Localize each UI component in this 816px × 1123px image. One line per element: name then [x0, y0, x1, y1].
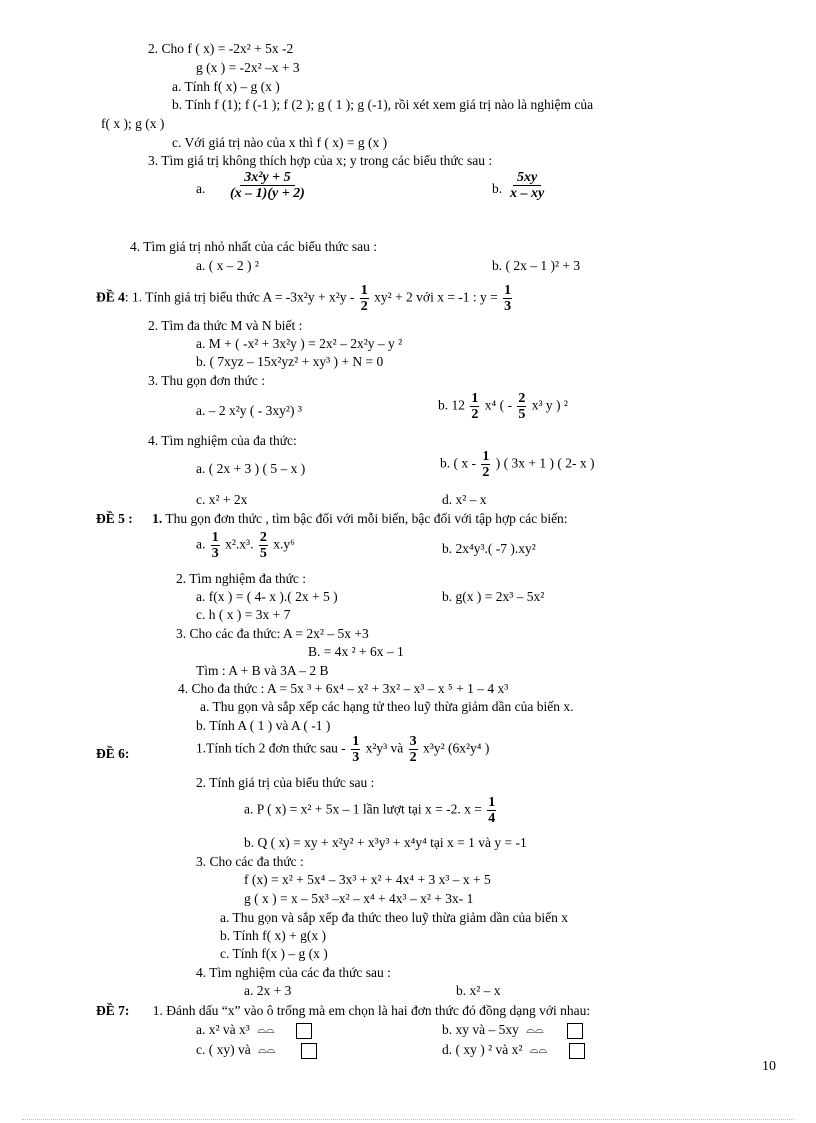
fraction-numerator: 1: [360, 283, 368, 298]
de6-q1: [196, 734, 489, 765]
de4-q3b-text: b. 12: [438, 397, 465, 413]
de6-q1-text-post: x³y² (6x²y⁴ ): [423, 740, 490, 756]
de6-q2: 2. Tính giá trị của biểu thức sau :: [196, 775, 375, 790]
fraction-numerator: 2: [518, 391, 526, 406]
checkbox-c[interactable]: [301, 1043, 317, 1059]
checkbox-a[interactable]: [296, 1023, 312, 1039]
fraction-denominator: 3: [352, 750, 360, 765]
de5-q1-number: 1.: [152, 511, 163, 526]
s1-q3: 3. Tìm giá trị không thích hợp của x; y trong các biểu thức sau :: [148, 153, 493, 168]
fraction-numerator: 1: [352, 734, 360, 749]
de6-q3a: a. Thu gọn và sắp xếp đa thức theo luỹ thừa giảm dần của biến x: [220, 910, 569, 925]
fraction-numerator: 1: [211, 530, 219, 545]
de7-option-a: [196, 1021, 312, 1039]
de6-q4a: a. 2x + 3: [244, 983, 292, 998]
de7-option-d: [442, 1041, 585, 1059]
fraction-denominator: 4: [488, 811, 496, 826]
fraction-numerator: 3x²y + 5: [240, 170, 294, 186]
fraction-denominator: 5: [259, 546, 267, 561]
de4-q1-text: : 1. Tính giá trị biểu thức A = -3x²y + x²y -: [124, 289, 355, 305]
de5-q3: 3. Cho các đa thức: A = 2x² – 5x +3: [176, 626, 369, 641]
de7-option-a-label: a. x² và x³: [196, 1022, 250, 1037]
de6-q1-text: 1.Tính tích 2 đơn thức sau -: [196, 740, 346, 756]
de6-q3b: b. Tính f( x) + g(x ): [220, 928, 326, 943]
s1-q2b-cont: f( x ); g (x ): [101, 116, 165, 131]
de4-q1-text-mid: xy² + 2 với x = -1 : y =: [374, 289, 498, 305]
s1-q2c: c. Với giá trị nào của x thì f ( x) = g (x ): [172, 135, 388, 150]
s1-q3a-fraction: [224, 170, 311, 201]
de6-q4b: b. x² – x: [456, 983, 501, 998]
de7-q1: [96, 1002, 590, 1019]
de4-q4b-text: b. ( x -: [440, 455, 476, 471]
s1-q3a-label: a.: [196, 181, 206, 196]
fraction-numerator: 3: [409, 734, 417, 749]
de5-q2: 2. Tìm nghiệm đa thức :: [176, 571, 307, 586]
s1-q3b-label: b.: [492, 181, 503, 196]
de4-q4b-text-post: ) ( 3x + 1 ) ( 2- x ): [495, 455, 595, 471]
de5-q4: 4. Cho đa thức : A = 5x ³ + 6x⁴ – x² + 3x² – x³ – x ⁵ + 1 – 4 x³: [178, 681, 509, 696]
wingding-glyph-icon: ⌓⌓: [257, 1024, 275, 1037]
fraction-denominator: 2: [360, 299, 368, 314]
de4-q3b: [438, 391, 568, 422]
fraction-denominator: x – xy: [510, 186, 545, 201]
de5-q1a: [196, 530, 295, 561]
fraction-denominator: 3: [504, 299, 512, 314]
de5-q1b: b. 2x⁴y³.( -7 ).xy²: [442, 541, 536, 556]
de5-q1-text: Thu gọn đơn thức , tìm bậc đối với mỗi biến, bậc đối với tập hợp các biến:: [165, 511, 568, 526]
de4-label: ĐỀ 4: [96, 289, 125, 305]
de7-label: ĐỀ 7:: [96, 1003, 130, 1018]
de7-option-b-label: b. xy và – 5xy: [442, 1022, 519, 1037]
de7-option-c: [196, 1041, 317, 1059]
de4-q2a: a. M + ( -x² + 3x²y ) = 2x² – 2x²y – y ²: [196, 336, 403, 351]
wingding-glyph-icon: ⌓⌓: [529, 1044, 548, 1057]
de7-q1-text: 1. Đánh dấu “x” vào ô trống mà em chọn là hai đơn thức đó đồng dạng với nhau:: [152, 1003, 591, 1018]
de5-q2c: c. h ( x ) = 3x + 7: [196, 607, 291, 622]
de4-q4c: c. x² + 2x: [196, 492, 248, 507]
de6-q4: 4. Tìm nghiệm của các đa thức sau :: [196, 965, 391, 980]
de5-q1a-text-mid: x².x³.: [225, 536, 254, 552]
de7-option-c-label: c. ( xy) và: [196, 1042, 251, 1057]
s1-q4a: a. ( x – 2 ) ²: [196, 258, 259, 273]
de5-q1a-text: a.: [196, 536, 206, 552]
page-number: 10: [762, 1059, 776, 1074]
s1-q4: 4. Tìm giá trị nhỏ nhất của các biểu thức sau :: [130, 239, 377, 254]
de5-q1: [96, 510, 568, 527]
checkbox-b[interactable]: [567, 1023, 583, 1039]
de6-q1-text-mid: x²y³ và: [365, 740, 404, 756]
de5-q2b: b. g(x ) = 2x³ – 5x²: [442, 589, 545, 604]
de5-q1a-text-post: x.y⁶: [273, 536, 295, 552]
de6-q3-f: f (x) = x² + 5x⁴ – 3x³ + x² + 4x⁴ + 3 x³ – x + 5: [244, 872, 491, 887]
de5-q3-find: Tìm : A + B và 3A – 2 B: [196, 663, 329, 678]
fraction-denominator: (x – 1)(y + 2): [230, 186, 305, 201]
fraction-numerator: 5xy: [513, 170, 541, 186]
fraction-numerator: 2: [259, 530, 267, 545]
de4-q3b-text-mid: x⁴ ( -: [484, 397, 512, 413]
fraction-numerator: 1: [471, 391, 479, 406]
fraction-numerator: 1: [482, 449, 490, 464]
de6-q3c: c. Tính f(x ) – g (x ): [220, 946, 328, 961]
fraction-denominator: 2: [409, 750, 417, 765]
checkbox-d[interactable]: [569, 1043, 585, 1059]
de7-option-b: [442, 1021, 583, 1039]
de6-q2b: b. Q ( x) = xy + x²y² + x³y³ + x⁴y⁴ tại x = 1 và y = -1: [244, 835, 527, 850]
fraction-denominator: 2: [482, 465, 490, 480]
de5-q4a: a. Thu gọn và sắp xếp các hạng tử theo luỹ thừa giảm dần của biến x.: [200, 699, 574, 714]
de4-q3: 3. Thu gọn đơn thức :: [148, 373, 265, 388]
s1-q2-g: g (x ) = -2x² –x + 3: [196, 60, 300, 75]
de4-q2b: b. ( 7xyz – 15x²yz² + xy³ ) + N = 0: [196, 354, 384, 369]
s1-q4b: b. ( 2x – 1 )² + 3: [492, 258, 581, 273]
de5-q2a: a. f(x ) = ( 4- x ).( 2x + 5 ): [196, 589, 338, 604]
de4-q4: 4. Tìm nghiệm của đa thức:: [148, 433, 297, 448]
de6-q3: 3. Cho các đa thức :: [196, 854, 304, 869]
fraction-denominator: 2: [471, 407, 479, 422]
de5-label: ĐỀ 5 :: [96, 511, 133, 526]
s1-q2: 2. Cho f ( x) = -2x² + 5x -2: [148, 41, 294, 56]
de7-option-d-label: d. ( xy ) ² và x²: [442, 1042, 523, 1057]
de4-q4d: d. x² – x: [442, 492, 487, 507]
de4-q4b: [440, 449, 594, 480]
wingding-glyph-icon: ⌓⌓: [526, 1024, 544, 1037]
de6-q2a: [244, 795, 498, 826]
fraction-numerator: 1: [488, 795, 496, 810]
s1-q3b-fraction: [504, 170, 550, 201]
wingding-glyph-icon: ⌓⌓: [258, 1044, 276, 1057]
s1-q2a: a. Tính f( x) – g (x ): [172, 79, 280, 94]
de6-label: ĐỀ 6:: [96, 746, 130, 761]
fraction-numerator: 1: [504, 283, 512, 298]
s1-q2b: b. Tính f (1); f (-1 ); f (2 ); g ( 1 ); g (-1), rồi xét xem giá trị nào là nghiệm của: [172, 97, 594, 112]
de4-q4a: a. ( 2x + 3 ) ( 5 – x ): [196, 461, 306, 476]
fraction-denominator: 5: [518, 407, 526, 422]
footer-divider: [22, 1119, 794, 1120]
de4-q2: 2. Tìm đa thức M và N biết :: [148, 318, 303, 333]
de5-q3-b: B. = 4x ² + 6x – 1: [308, 644, 404, 659]
de6-q3-g: g ( x ) = x – 5x³ –x² – x⁴ + 4x³ – x² + 3x- 1: [244, 891, 474, 906]
de4-q3b-text-post: x³ y ) ²: [531, 397, 568, 413]
de4-q3a: a. – 2 x²y ( - 3xy²) ³: [196, 403, 302, 418]
de6-q2a-text: a. P ( x) = x² + 5x – 1 lần lượt tại x = -2. x =: [244, 801, 482, 817]
fraction-denominator: 3: [211, 546, 219, 561]
de5-q4b: b. Tính A ( 1 ) và A ( -1 ): [196, 718, 331, 733]
de4-q1: [96, 283, 514, 314]
